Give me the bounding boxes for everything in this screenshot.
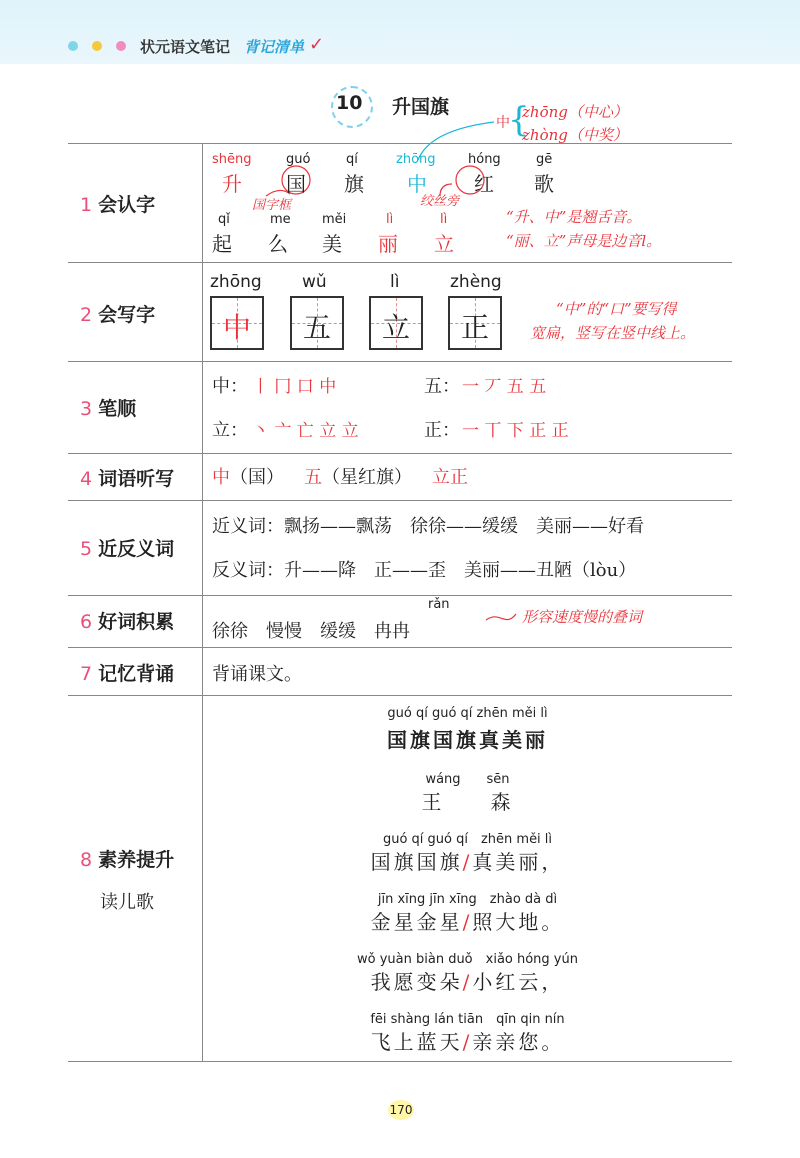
- hanzi: 旗: [344, 172, 364, 196]
- pinyin: qǐ: [218, 212, 230, 227]
- stroke-char: 中：: [212, 376, 248, 397]
- pinyin: gē: [536, 152, 553, 167]
- poem-line-pinyin: wǒ yuàn biàn duǒ xiǎo hóng yún: [357, 952, 578, 967]
- poem-title-pinyin: guó qí guó qí zhēn měi lì: [387, 706, 548, 721]
- section-label: 5 近反义词: [80, 538, 175, 560]
- poem-line: 我愿变朵/小红云，: [370, 970, 565, 994]
- hanzi: 起: [212, 232, 232, 256]
- lesson-title: 升国旗: [392, 96, 450, 118]
- hanzi: 立: [434, 232, 454, 256]
- radical-note: 国字框: [252, 198, 292, 213]
- radical-note: 绞丝旁: [420, 194, 460, 209]
- poem-author-pinyin: wáng sēn: [425, 772, 510, 787]
- pinyin: shēng: [212, 152, 252, 167]
- section-label: 3 笔顺: [80, 398, 137, 420]
- hanzi: 升: [222, 172, 242, 196]
- pinyin: lì: [440, 212, 448, 227]
- zhong-reading-1: zhōng（中心）: [522, 103, 628, 121]
- writing-grid: 五: [290, 296, 344, 350]
- poem-line: 国旗国旗/真美丽，: [370, 850, 565, 874]
- stroke-order: 丨 冂 口 中: [252, 377, 337, 397]
- stroke-char: 五：: [424, 376, 460, 397]
- section-sublabel: 读儿歌: [100, 892, 154, 913]
- section-row: [68, 361, 732, 454]
- good-words: 徐徐 慢慢 缓缓 冉冉: [212, 621, 410, 642]
- dictation-words: 中（国） 五（星红旗） 立正: [212, 467, 468, 488]
- poem-title: 国旗国旗真美丽: [387, 728, 548, 752]
- poem-author: 王 森: [421, 790, 514, 814]
- hanzi: 丽: [378, 232, 398, 256]
- pinyin: měi: [322, 212, 347, 227]
- synonyms-line: 近义词：飘扬——飘荡 徐徐——缓缓 美丽——好看: [212, 516, 644, 537]
- note-lateral: “丽、立”声母是边音l。: [506, 232, 662, 250]
- stroke-order: 丶 亠 亡 立 立: [252, 421, 359, 441]
- pinyin: wǔ: [302, 272, 327, 292]
- hanzi: 中: [407, 172, 427, 196]
- poem-line-pinyin: fēi shàng lán tiān qīn qin nín: [370, 1012, 565, 1027]
- pinyin: guó: [286, 152, 311, 167]
- pinyin: lì: [390, 272, 400, 292]
- poem-line-pinyin: guó qí guó qí zhēn měi lì: [382, 832, 553, 847]
- hanzi: 么: [268, 232, 288, 256]
- brace-icon: {: [508, 100, 530, 140]
- zhong-reading-2: zhòng（中奖）: [522, 126, 628, 144]
- antonyms-line: 反义词：升——降 正——歪 美丽——丑陋（lòu）: [212, 560, 637, 581]
- writing-grid: 中: [210, 296, 264, 350]
- zhong-annotation-char: 中: [496, 115, 510, 131]
- stroke-char: 立：: [212, 420, 248, 441]
- stroke-order: 一 丅 下 正 正: [462, 421, 569, 441]
- hanzi: 歌: [534, 172, 554, 196]
- good-words-note: 形容速度慢的叠词: [522, 608, 643, 626]
- pinyin: zhōng: [210, 272, 262, 292]
- hanzi: 红: [474, 172, 494, 196]
- poem-line-pinyin: jīn xīng jīn xīng zhào dà dì: [377, 892, 558, 907]
- stroke-order: 一 丆 五 五: [462, 377, 547, 397]
- pinyin: qí: [346, 152, 358, 167]
- writing-grid: 立: [369, 296, 423, 350]
- pinyin: zhōng: [396, 152, 436, 167]
- section-label: 6 好词积累: [80, 611, 175, 633]
- check-icon: ✓: [309, 34, 325, 55]
- pinyin: rǎn: [428, 597, 450, 612]
- section-label: 1 会认字: [80, 194, 156, 216]
- section-label: 7 记忆背诵: [80, 663, 175, 685]
- writing-note: “中”的“口”要写得: [556, 300, 677, 318]
- section-label: 8 素养提升: [80, 849, 175, 871]
- pinyin: lì: [386, 212, 394, 227]
- section-label: 2 会写字: [80, 304, 156, 326]
- hanzi: 国: [286, 172, 306, 196]
- pinyin: zhèng: [450, 272, 502, 292]
- stroke-char: 正：: [424, 420, 460, 441]
- recite-text: 背诵课文。: [212, 664, 302, 685]
- pinyin: me: [270, 212, 291, 227]
- hanzi: 美: [322, 232, 342, 256]
- section-label: 4 词语听写: [80, 468, 175, 490]
- note-retroflex: “升、中”是翘舌音。: [506, 208, 642, 226]
- writing-note: 宽扁，竖写在竖中线上。: [530, 324, 696, 342]
- brand-subtitle: 背记清单: [244, 38, 305, 56]
- poem-line: 飞上蓝天/亲亲您。: [370, 1030, 565, 1054]
- poem-line: 金星金星/照大地。: [370, 910, 565, 934]
- lesson-number: 10: [336, 92, 363, 114]
- pinyin: hóng: [468, 152, 501, 167]
- brand-title: 状元语文笔记: [140, 38, 231, 56]
- writing-grid: 正: [448, 296, 502, 350]
- page-number: 170: [388, 1100, 414, 1120]
